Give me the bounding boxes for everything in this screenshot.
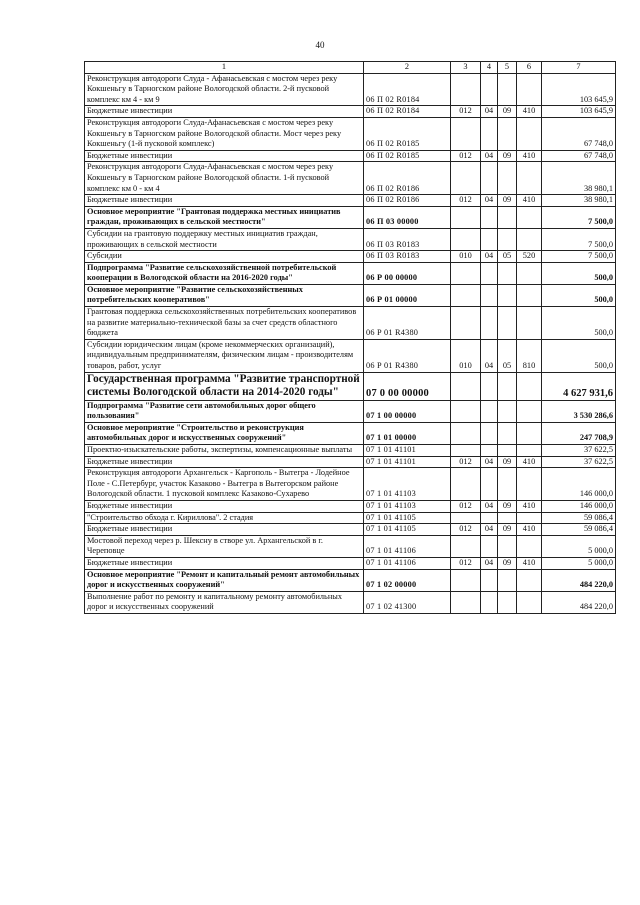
row-amount: 500,0	[542, 284, 616, 306]
row-section: 04	[481, 500, 498, 512]
row-section	[481, 262, 498, 284]
row-code: 07 1 01 00000	[364, 422, 451, 444]
row-code: 06 Р 00 00000	[364, 262, 451, 284]
row-subsection	[498, 468, 517, 501]
row-ministry-code	[451, 372, 481, 400]
header-row	[85, 62, 616, 74]
row-code: 07 1 01 41103	[364, 468, 451, 501]
row-code: 07 1 01 41103	[364, 500, 451, 512]
row-subsection: 09	[498, 456, 517, 468]
table-row	[85, 73, 616, 106]
row-amount: 38 980,1	[542, 162, 616, 195]
row-code: 07 1 01 41105	[364, 512, 451, 524]
row-subsection	[498, 445, 517, 457]
row-expense-type	[517, 569, 542, 591]
table-row	[85, 557, 616, 569]
row-amount: 103 645,9	[542, 73, 616, 106]
row-description: Основное мероприятие "Развитие сельскохозяйственных потребительских кооперативов"	[85, 284, 364, 306]
header-col-3: 3	[451, 62, 481, 74]
row-code: 06 П 03 R0183	[364, 228, 451, 250]
row-expense-type	[517, 284, 542, 306]
row-expense-type: 410	[517, 500, 542, 512]
row-description: Реконструкция автодороги Слуда - Афанасьевская с мостом через реку Кокшеньгу в Тарногском районе Вологодской области. 2-й пусковой комплекс км 4 - км 9	[85, 73, 364, 106]
row-ministry-code: 012	[451, 106, 481, 118]
row-expense-type: 410	[517, 456, 542, 468]
row-description: Бюджетные инвестиции	[85, 524, 364, 536]
row-description: Бюджетные инвестиции	[85, 456, 364, 468]
row-section	[481, 569, 498, 591]
row-section	[481, 228, 498, 250]
row-expense-type: 410	[517, 195, 542, 207]
header-col-7: 7	[542, 62, 616, 74]
header-col-5: 5	[498, 62, 517, 74]
row-description: Реконструкция автодороги Архангельск - Каргополь - Вытегра - Лодейное Поле - С.Петербург, участок Казаково - Вытегра в Вытегорском районе Вологодской области. 1 пусковой комплекс Казаково-Сухарево	[85, 468, 364, 501]
table-row	[85, 422, 616, 444]
row-code: 06 П 02 R0185	[364, 150, 451, 162]
row-subsection	[498, 569, 517, 591]
row-amount: 146 000,0	[542, 500, 616, 512]
table-row	[85, 569, 616, 591]
row-section: 04	[481, 557, 498, 569]
row-description: Субсидии юридическим лицам (кроме некоммерческих организаций), индивидуальным предпринимателям, физическим лицам - производителям товаров, работ, услуг	[85, 339, 364, 372]
row-amount: 67 748,0	[542, 117, 616, 150]
table-row	[85, 262, 616, 284]
row-section: 04	[481, 150, 498, 162]
row-description: Подпрограмма "Развитие сельскохозяйственной потребительской кооперации в Вологодской области на 2016-2020 годы"	[85, 262, 364, 284]
row-description: Бюджетные инвестиции	[85, 500, 364, 512]
row-description: Грантовая поддержка сельскохозяйственных потребительских кооперативов на развитие материально-технической базы за счет средств областного бюджета	[85, 307, 364, 340]
row-ministry-code	[451, 262, 481, 284]
row-description: Государственная программа "Развитие транспортной системы Вологодской области на 2014-2020 годы"	[85, 372, 364, 400]
row-subsection: 05	[498, 251, 517, 263]
row-description: Мостовой переход через р. Шексну в створе ул. Архангельской в г. Череповце	[85, 535, 364, 557]
row-subsection: 09	[498, 150, 517, 162]
row-ministry-code: 012	[451, 456, 481, 468]
table-row	[85, 535, 616, 557]
row-expense-type	[517, 372, 542, 400]
row-code: 06 П 02 R0184	[364, 106, 451, 118]
row-subsection	[498, 117, 517, 150]
row-amount: 500,0	[542, 307, 616, 340]
table-row	[85, 117, 616, 150]
row-section	[481, 206, 498, 228]
row-amount: 59 086,4	[542, 512, 616, 524]
row-ministry-code	[451, 228, 481, 250]
row-description: Основное мероприятие "Грантовая поддержка местных инициатив граждан, проживающих в сельской местности"	[85, 206, 364, 228]
row-code: 07 1 01 41106	[364, 557, 451, 569]
row-code: 07 0 00 00000	[364, 372, 451, 400]
row-expense-type	[517, 73, 542, 106]
row-ministry-code: 010	[451, 251, 481, 263]
row-section	[481, 591, 498, 613]
row-amount: 3 530 286,6	[542, 400, 616, 422]
page-number: 40	[315, 40, 325, 50]
row-subsection: 09	[498, 557, 517, 569]
row-subsection: 09	[498, 500, 517, 512]
row-amount: 67 748,0	[542, 150, 616, 162]
row-expense-type	[517, 591, 542, 613]
row-amount: 7 500,0	[542, 228, 616, 250]
row-expense-type	[517, 422, 542, 444]
row-code: 06 П 02 R0185	[364, 117, 451, 150]
table-row	[85, 251, 616, 263]
row-code: 07 1 01 41101	[364, 456, 451, 468]
row-expense-type	[517, 468, 542, 501]
row-ministry-code	[451, 206, 481, 228]
row-section	[481, 73, 498, 106]
row-section	[481, 422, 498, 444]
row-ministry-code	[451, 117, 481, 150]
header-col-6: 6	[517, 62, 542, 74]
row-subsection	[498, 591, 517, 613]
row-section	[481, 284, 498, 306]
row-amount: 484 220,0	[542, 569, 616, 591]
row-subsection	[498, 400, 517, 422]
row-ministry-code: 012	[451, 557, 481, 569]
row-section: 04	[481, 456, 498, 468]
row-description: Бюджетные инвестиции	[85, 195, 364, 207]
row-code: 07 1 01 41106	[364, 535, 451, 557]
header-col-4: 4	[481, 62, 498, 74]
row-amount: 4 627 931,6	[542, 372, 616, 400]
row-expense-type: 410	[517, 106, 542, 118]
header-col-1: 1	[85, 62, 364, 74]
row-subsection	[498, 372, 517, 400]
row-expense-type	[517, 262, 542, 284]
row-description: "Строительство обхода г. Кириллова". 2 стадия	[85, 512, 364, 524]
row-expense-type	[517, 117, 542, 150]
row-description: Реконструкция автодороги Слуда-Афанасьевская с мостом через реку Кокшеньгу в Тарногском районе Вологодской области. Мост через реку Кокшеньгу (1-й пусковой комплекс)	[85, 117, 364, 150]
table-row	[85, 339, 616, 372]
row-ministry-code	[451, 73, 481, 106]
row-ministry-code	[451, 284, 481, 306]
row-subsection: 05	[498, 339, 517, 372]
row-section	[481, 512, 498, 524]
row-description: Основное мероприятие "Строительство и реконструкция автомобильных дорог и искусственных сооружений"	[85, 422, 364, 444]
table-row	[85, 307, 616, 340]
row-amount: 247 708,9	[542, 422, 616, 444]
table-row	[85, 372, 616, 400]
row-code: 07 1 02 41300	[364, 591, 451, 613]
row-amount: 146 000,0	[542, 468, 616, 501]
row-expense-type	[517, 307, 542, 340]
table-row	[85, 400, 616, 422]
row-amount: 103 645,9	[542, 106, 616, 118]
row-ministry-code	[451, 422, 481, 444]
row-amount: 37 622,5	[542, 445, 616, 457]
row-subsection	[498, 284, 517, 306]
row-ministry-code: 012	[451, 150, 481, 162]
table-row	[85, 195, 616, 207]
row-expense-type: 410	[517, 524, 542, 536]
table-row	[85, 500, 616, 512]
row-amount: 59 086,4	[542, 524, 616, 536]
row-subsection: 09	[498, 524, 517, 536]
table-row	[85, 468, 616, 501]
row-subsection: 09	[498, 106, 517, 118]
row-ministry-code	[451, 512, 481, 524]
row-code: 06 П 02 R0184	[364, 73, 451, 106]
row-expense-type	[517, 228, 542, 250]
row-section	[481, 162, 498, 195]
row-description: Субсидии	[85, 251, 364, 263]
row-description: Подпрограмма "Развитие сети автомобильных дорог общего пользования"	[85, 400, 364, 422]
row-expense-type: 410	[517, 557, 542, 569]
row-section	[481, 468, 498, 501]
table-row	[85, 228, 616, 250]
row-expense-type	[517, 445, 542, 457]
row-ministry-code	[451, 569, 481, 591]
row-amount: 500,0	[542, 262, 616, 284]
row-ministry-code	[451, 307, 481, 340]
row-section: 04	[481, 524, 498, 536]
table-row	[85, 456, 616, 468]
table-row	[85, 591, 616, 613]
row-expense-type	[517, 206, 542, 228]
row-section	[481, 307, 498, 340]
row-section: 04	[481, 195, 498, 207]
row-section: 04	[481, 339, 498, 372]
row-amount: 7 500,0	[542, 251, 616, 263]
row-description: Основное мероприятие "Ремонт и капитальный ремонт автомобильных дорог и искусственных сооружений"	[85, 569, 364, 591]
row-ministry-code	[451, 535, 481, 557]
row-section: 04	[481, 251, 498, 263]
row-subsection	[498, 206, 517, 228]
row-code: 07 1 01 41101	[364, 445, 451, 457]
row-ministry-code	[451, 400, 481, 422]
table-row	[85, 284, 616, 306]
row-subsection	[498, 228, 517, 250]
row-code: 06 Р 01 R4380	[364, 339, 451, 372]
row-ministry-code: 012	[451, 195, 481, 207]
budget-table	[84, 61, 616, 614]
row-description: Проектно-изыскательские работы, экспертизы, компенсационные выплаты	[85, 445, 364, 457]
row-description: Бюджетные инвестиции	[85, 557, 364, 569]
table-row	[85, 106, 616, 118]
row-section	[481, 535, 498, 557]
row-subsection	[498, 262, 517, 284]
row-expense-type	[517, 162, 542, 195]
row-subsection: 09	[498, 195, 517, 207]
table-row	[85, 162, 616, 195]
row-code: 06 Р 01 00000	[364, 284, 451, 306]
row-amount: 5 000,0	[542, 535, 616, 557]
row-code: 06 П 03 00000	[364, 206, 451, 228]
row-ministry-code	[451, 591, 481, 613]
row-subsection	[498, 512, 517, 524]
table-row	[85, 150, 616, 162]
row-ministry-code: 010	[451, 339, 481, 372]
row-amount: 500,0	[542, 339, 616, 372]
row-code: 06 П 02 R0186	[364, 195, 451, 207]
table-row	[85, 524, 616, 536]
row-ministry-code	[451, 162, 481, 195]
row-description: Выполнение работ по ремонту и капитальному ремонту автомобильных дорог и искусственных сооружений	[85, 591, 364, 613]
row-section	[481, 445, 498, 457]
row-expense-type	[517, 535, 542, 557]
table-row	[85, 512, 616, 524]
row-subsection	[498, 422, 517, 444]
row-expense-type: 810	[517, 339, 542, 372]
row-section	[481, 400, 498, 422]
header-col-2: 2	[364, 62, 451, 74]
row-code: 07 1 00 00000	[364, 400, 451, 422]
row-ministry-code: 012	[451, 524, 481, 536]
row-section: 04	[481, 106, 498, 118]
row-amount: 484 220,0	[542, 591, 616, 613]
row-expense-type: 520	[517, 251, 542, 263]
row-code: 07 1 02 00000	[364, 569, 451, 591]
row-code: 06 Р 01 R4380	[364, 307, 451, 340]
row-description: Реконструкция автодороги Слуда-Афанасьевская с мостом через реку Кокшеньгу в Тарногском районе Вологодской области. 1-й пусковой комплекс км 0 - км 4	[85, 162, 364, 195]
row-code: 06 П 02 R0186	[364, 162, 451, 195]
row-expense-type	[517, 400, 542, 422]
row-section	[481, 372, 498, 400]
row-description: Бюджетные инвестиции	[85, 106, 364, 118]
row-subsection	[498, 307, 517, 340]
row-subsection	[498, 73, 517, 106]
table-row	[85, 206, 616, 228]
row-ministry-code	[451, 445, 481, 457]
row-ministry-code	[451, 468, 481, 501]
table-row	[85, 445, 616, 457]
table-body	[85, 73, 616, 613]
row-expense-type	[517, 512, 542, 524]
row-amount: 38 980,1	[542, 195, 616, 207]
row-section	[481, 117, 498, 150]
row-amount: 5 000,0	[542, 557, 616, 569]
row-subsection	[498, 162, 517, 195]
row-amount: 37 622,5	[542, 456, 616, 468]
row-subsection	[498, 535, 517, 557]
row-description: Бюджетные инвестиции	[85, 150, 364, 162]
row-code: 06 П 03 R0183	[364, 251, 451, 263]
row-expense-type: 410	[517, 150, 542, 162]
row-amount: 7 500,0	[542, 206, 616, 228]
row-code: 07 1 01 41105	[364, 524, 451, 536]
row-ministry-code: 012	[451, 500, 481, 512]
row-description: Субсидии на грантовую поддержку местных инициатив граждан, проживающих в сельской местности	[85, 228, 364, 250]
